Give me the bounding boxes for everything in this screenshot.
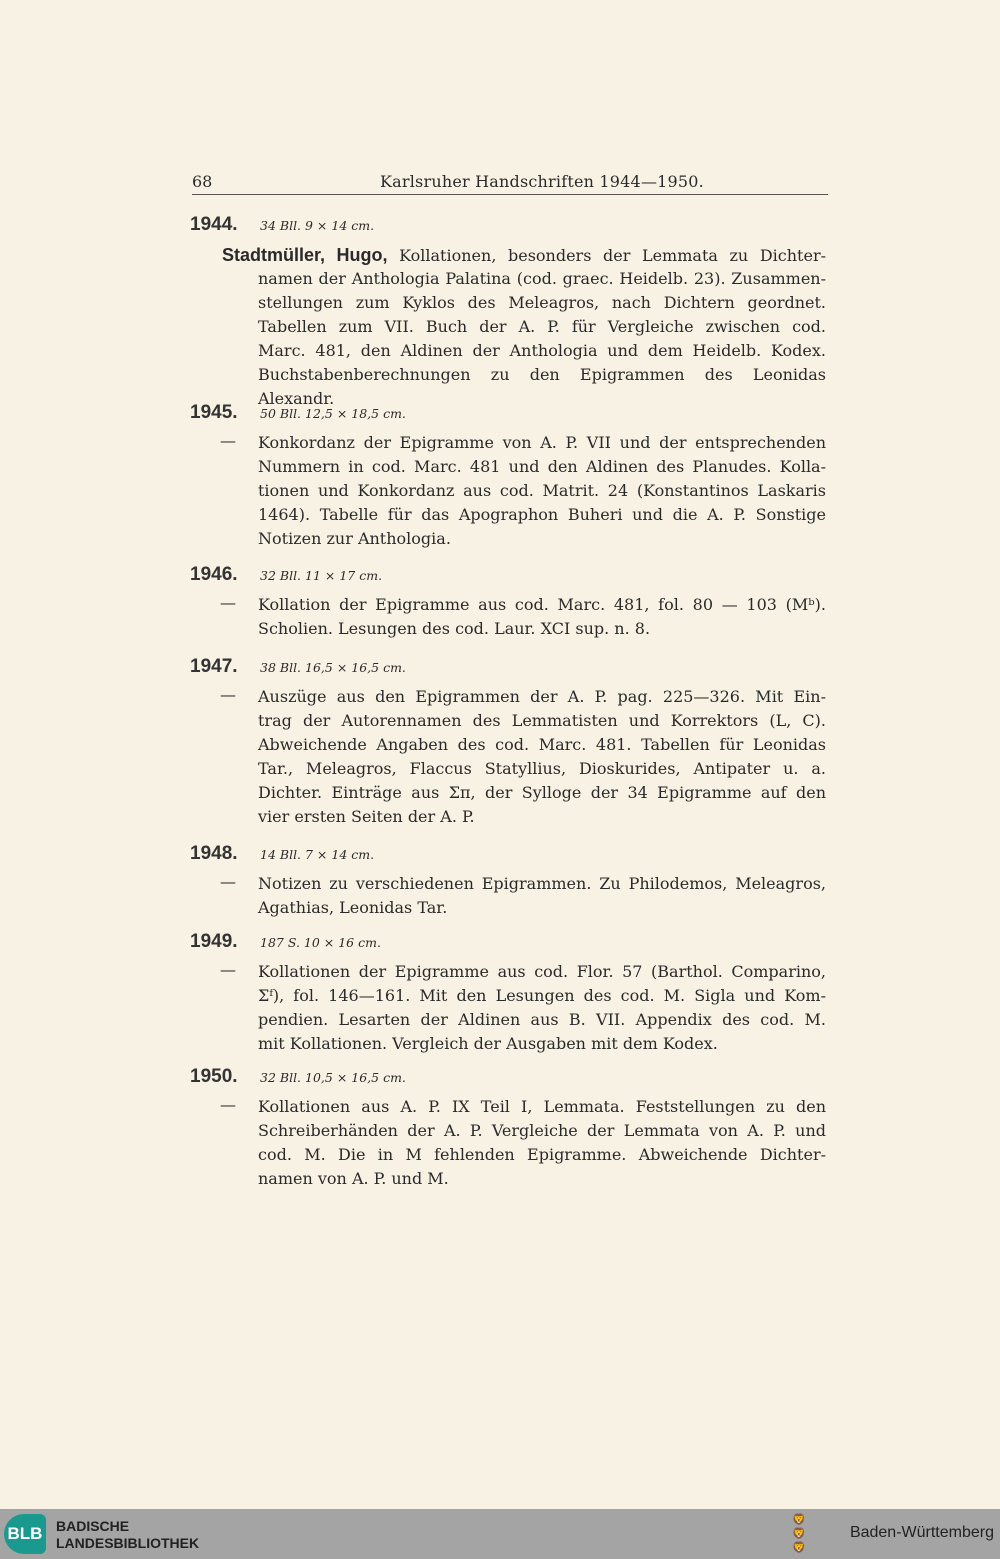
entry-line	[222, 243, 826, 267]
entry-dash: —	[220, 960, 236, 979]
entry-line: Kollationen der Epigramme aus cod. Flor. 57 (Barthol. Comparino,	[258, 962, 826, 981]
entry-line: cod. M. Die in M fehlenden Epigramme. Abweichende Dichter-	[258, 1145, 826, 1164]
entry-description	[258, 593, 826, 641]
entry-physical-description: 187 S. 10 × 16 cm.	[260, 935, 381, 950]
library-name-line2: LANDESBIBLIOTHEK	[56, 1535, 200, 1551]
entry-line: vier ersten Seiten der A. P.	[258, 807, 475, 826]
entry-line: Scholien. Lesungen des cod. Laur. XCI sup. n. 8.	[258, 619, 651, 638]
entry-number: 1948.	[190, 843, 238, 864]
entry-description	[258, 960, 826, 1056]
entry-dash: —	[220, 872, 236, 891]
entry-line: pendien. Lesarten der Aldinen aus B. VII. Appendix des cod. M.	[258, 1010, 826, 1029]
entry-line: Tar., Meleagros, Flaccus Statyllius, Dioskurides, Antipater u. a.	[258, 759, 826, 778]
entry-line: stellungen zum Kyklos des Meleagros, nach Dichtern geordnet.	[258, 293, 826, 312]
entry-line: namen von A. P. und M.	[258, 1169, 449, 1188]
entry-line: Auszüge aus den Epigrammen der A. P. pag. 225—326. Mit Ein-	[258, 687, 826, 706]
library-name[interactable]	[56, 1518, 199, 1552]
entry-dash: —	[220, 685, 236, 704]
blb-logo[interactable]: BLB	[4, 1514, 46, 1554]
entry-line: Marc. 481, den Aldinen der Anthologia und dem Heidelb. Kodex.	[258, 341, 826, 360]
entry-line: 1464). Tabelle für das Apographon Buheri und die A. P. Sonstige	[258, 505, 826, 524]
entry-physical-description: 38 Bll. 16,5 × 16,5 cm.	[260, 660, 406, 675]
entry-number: 1944.	[190, 214, 238, 235]
entry-dash: —	[220, 593, 236, 612]
entry-physical-description: 34 Bll. 9 × 14 cm.	[260, 218, 375, 233]
footer-bar	[0, 1509, 1000, 1559]
entry-line: Dichter. Einträge aus Σπ, der Sylloge der 34 Epigramme auf den	[258, 783, 826, 802]
entry-line: Notizen zur Anthologia.	[258, 529, 451, 548]
entry-line: mit Kollationen. Vergleich der Ausgaben mit dem Kodex.	[258, 1034, 718, 1053]
entry-description	[258, 1095, 826, 1191]
lions-coat-of-arms-icon: 🦁 🦁 🦁	[792, 1513, 806, 1554]
entry-physical-description: 32 Bll. 11 × 17 cm.	[260, 568, 383, 583]
entry-line: Σᶠ), fol. 146—161. Mit den Lesungen des cod. M. Sigla und Kom-	[258, 986, 826, 1005]
entry-dash: —	[220, 1095, 236, 1114]
baden-wuerttemberg-logo[interactable]: Baden-Württemberg	[849, 1524, 994, 1541]
entry-description	[258, 685, 826, 829]
entry-line: Tabellen zum VII. Buch der A. P. für Vergleiche zwischen cod.	[258, 317, 826, 336]
entry-dash: —	[220, 431, 236, 450]
entry-physical-description: 32 Bll. 10,5 × 16,5 cm.	[260, 1070, 406, 1085]
entry-line-text: Kollationen, besonders der Lemmata zu Dichter-	[399, 246, 826, 265]
entry-line: Notizen zu verschiedenen Epigrammen. Zu Philodemos, Meleagros,	[258, 874, 826, 893]
entry-line: Schreiberhänden der A. P. Vergleiche der Lemmata von A. P. und	[258, 1121, 826, 1140]
entry-description	[222, 243, 826, 408]
entry-author: Stadtmüller, Hugo,	[222, 245, 388, 265]
entry-number: 1947.	[190, 656, 238, 677]
entry-line: Konkordanz der Epigramme von A. P. VII und der entsprechenden	[258, 433, 826, 452]
running-title: Karlsruher Handschriften 1944—1950.	[380, 172, 704, 191]
entry-line: Buchstabenberechnungen zu den Epigrammen des Leonidas Alexandr.	[258, 365, 826, 408]
entry-line: namen der Anthologia Palatina (cod. graec. Heidelb. 23). Zusammen-	[258, 269, 826, 288]
entry-line: Kollation der Epigramme aus cod. Marc. 481, fol. 80 — 103 (Mᵇ).	[258, 595, 826, 614]
entry-description	[258, 431, 826, 551]
entry-description	[258, 872, 826, 920]
page-number: 68	[192, 172, 213, 191]
entry-line: Nummern in cod. Marc. 481 und den Aldinen des Planudes. Kolla-	[258, 457, 826, 476]
entry-line: Kollationen aus A. P. IX Teil I, Lemmata. Feststellungen zu den	[258, 1097, 826, 1116]
running-header	[192, 172, 828, 195]
entry-number: 1945.	[190, 402, 238, 423]
library-name-line1: BADISCHE	[56, 1518, 130, 1534]
entry-number: 1950.	[190, 1066, 238, 1087]
entry-number: 1946.	[190, 564, 238, 585]
entry-physical-description: 50 Bll. 12,5 × 18,5 cm.	[260, 406, 406, 421]
entry-number: 1949.	[190, 931, 238, 952]
entry-line: Agathias, Leonidas Tar.	[258, 898, 448, 917]
entry-line: tionen und Konkordanz aus cod. Matrit. 24 (Konstantinos Laskaris	[258, 481, 826, 500]
entry-physical-description: 14 Bll. 7 × 14 cm.	[260, 847, 375, 862]
entry-line: trag der Autorennamen des Lemmatisten und Korrektors (L, C).	[258, 711, 826, 730]
entry-line: Abweichende Angaben des cod. Marc. 481. Tabellen für Leonidas	[258, 735, 826, 754]
